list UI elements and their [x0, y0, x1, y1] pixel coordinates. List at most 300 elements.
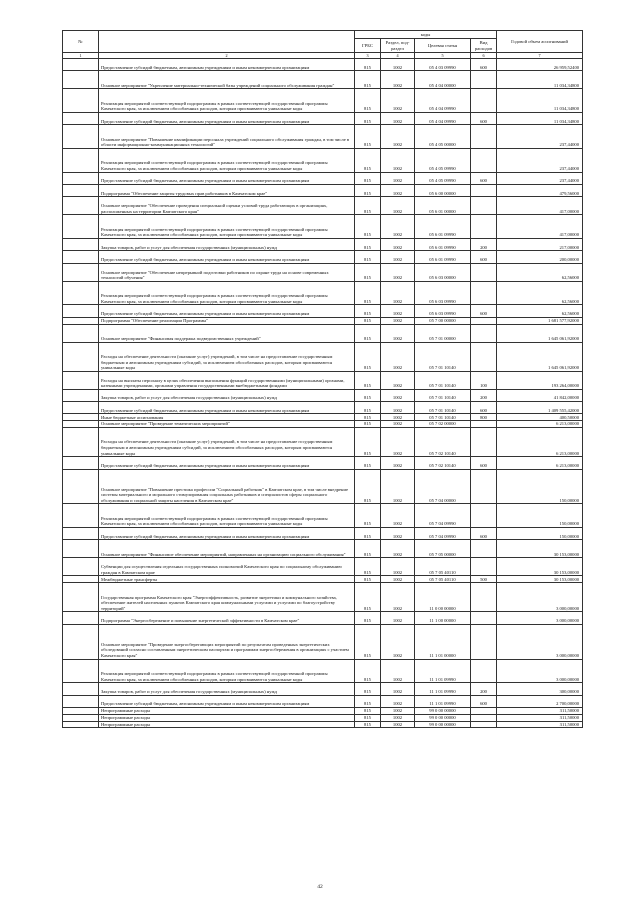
row-name-cell: Иные бюджетные ассигнования [99, 414, 355, 421]
table-row [63, 342, 583, 371]
table-row [63, 89, 583, 113]
row-section-cell: 1002 [381, 59, 415, 71]
row-number-cell [63, 197, 99, 215]
row-grbs-cell: 815 [355, 324, 381, 342]
row-exp-cell: 200 [471, 238, 497, 250]
row-section-cell: 1002 [381, 402, 415, 414]
row-amount-cell: 417,00000 [497, 215, 583, 239]
row-amount-cell: 11 034,34800 [497, 71, 583, 89]
row-name-cell: Реализация мероприятий соответствующей подпрограммы в рамках соответствующей государственной программы Камчатского края, за исключением обособленных расходов, которым присваиваются уникальные коды [99, 659, 355, 683]
row-number-cell [63, 59, 99, 71]
codes-group-header: коды [355, 31, 497, 39]
row-number-cell [63, 540, 99, 558]
row-name-cell: Предоставление субсидий бюджетным, автономным учреждениям и иным некоммерческим организациям [99, 305, 355, 317]
table-row [63, 281, 583, 305]
row-section-cell: 1002 [381, 251, 415, 263]
row-exp-cell [471, 504, 497, 528]
row-section-cell: 1002 [381, 421, 415, 428]
row-amount-cell: 30 153,00000 [497, 576, 583, 583]
row-name-cell: Основное мероприятие "Обеспечение непрерывной подготовки работников по охране труда на основе современных технологий обучения" [99, 263, 355, 281]
row-grbs-cell: 815 [355, 558, 381, 576]
row-name-cell: Межбюджетные трансферты [99, 576, 355, 583]
row-number-cell [63, 324, 99, 342]
row-exp-cell [471, 469, 497, 504]
row-number-cell [63, 469, 99, 504]
table-row [63, 389, 583, 401]
row-target-cell: 05 4 05 09990 [415, 148, 471, 172]
row-name-cell: Предоставление субсидий бюджетным, автономным учреждениям и иным некоммерческим организациям [99, 457, 355, 469]
row-exp-cell: 500 [471, 576, 497, 583]
row-exp-cell: 600 [471, 251, 497, 263]
row-exp-cell [471, 125, 497, 149]
row-name-cell: Непрограммные расходы [99, 721, 355, 728]
row-number-cell [63, 251, 99, 263]
row-target-cell: 05 6 03 09990 [415, 281, 471, 305]
row-amount-cell: 30 153,00000 [497, 540, 583, 558]
table-row [63, 305, 583, 317]
row-exp-cell [471, 148, 497, 172]
row-section-cell: 1002 [381, 389, 415, 401]
row-amount-cell: 41 842,00000 [497, 389, 583, 401]
row-grbs-cell: 815 [355, 112, 381, 124]
row-amount-cell: 3 000,00000 [497, 624, 583, 659]
row-section-cell: 1002 [381, 148, 415, 172]
table-row [63, 197, 583, 215]
row-amount-cell: 311,50000 [497, 721, 583, 728]
row-number-cell [63, 317, 99, 324]
row-amount-cell: 200,00000 [497, 251, 583, 263]
row-grbs-cell: 815 [355, 714, 381, 721]
row-exp-cell: 600 [471, 528, 497, 540]
row-target-cell: 05 6 01 09990 [415, 251, 471, 263]
row-target-cell: 11 1 01 09990 [415, 683, 471, 695]
row-target-cell: 05 7 05 40110 [415, 576, 471, 583]
row-section-cell: 1002 [381, 540, 415, 558]
row-grbs-cell: 815 [355, 89, 381, 113]
row-number-cell [63, 71, 99, 89]
row-amount-cell: 6 213,00000 [497, 421, 583, 428]
row-section-cell: 1002 [381, 197, 415, 215]
row-grbs-cell: 815 [355, 263, 381, 281]
row-target-cell: 99 0 00 00000 [415, 707, 471, 714]
row-target-cell: 05 7 04 00000 [415, 469, 471, 504]
row-amount-cell: 311,50000 [497, 707, 583, 714]
row-section-cell: 1002 [381, 317, 415, 324]
row-amount-cell: 62,56000 [497, 305, 583, 317]
row-target-cell: 05 7 02 00000 [415, 421, 471, 428]
row-number-cell [63, 125, 99, 149]
row-target-cell: 05 7 01 10140 [415, 389, 471, 401]
row-amount-cell: 150,00000 [497, 469, 583, 504]
row-target-cell: 05 7 01 00000 [415, 324, 471, 342]
row-name-cell: Непрограммные расходы [99, 714, 355, 721]
table-row [63, 414, 583, 421]
row-exp-cell [471, 428, 497, 457]
column-index-cell: 6 [471, 53, 497, 59]
row-number-cell [63, 112, 99, 124]
table-row [63, 112, 583, 124]
row-amount-cell: 26 959,52400 [497, 59, 583, 71]
row-exp-cell [471, 707, 497, 714]
row-name-cell: Предоставление субсидий бюджетным, автономным учреждениям и иным некоммерческим организациям [99, 172, 355, 184]
row-target-cell: 05 7 01 10140 [415, 371, 471, 389]
row-grbs-cell: 815 [355, 540, 381, 558]
row-exp-cell [471, 184, 497, 196]
table-row [63, 428, 583, 457]
row-exp-cell [471, 215, 497, 239]
row-target-cell: 05 4 04 09990 [415, 89, 471, 113]
row-amount-cell: 479,56000 [497, 184, 583, 196]
row-amount-cell: 400,50000 [497, 414, 583, 421]
row-exp-cell: 600 [471, 172, 497, 184]
row-number-cell [63, 184, 99, 196]
row-exp-cell [471, 583, 497, 612]
row-name-cell: Подпрограмма "Обеспечение защиты трудовых прав работников в Камчатском крае" [99, 184, 355, 196]
table-row [63, 457, 583, 469]
row-number-cell [63, 583, 99, 612]
col-target-header: Целевая статья [415, 39, 471, 53]
row-amount-cell: 6 213,00000 [497, 428, 583, 457]
row-exp-cell: 600 [471, 457, 497, 469]
row-name-cell: Закупка товаров, работ и услуг для обеспечения государственных (муниципальных) нужд [99, 683, 355, 695]
row-grbs-cell: 815 [355, 184, 381, 196]
row-number-cell [63, 558, 99, 576]
row-name-cell: Реализация мероприятий соответствующей подпрограммы в рамках соответствующей государственной программы Камчатского края, за исключением обособленных расходов, которым присваиваются уникальные коды [99, 504, 355, 528]
row-section-cell: 1002 [381, 583, 415, 612]
col-name-header [99, 31, 355, 53]
row-name-cell: Предоставление субсидий бюджетным, автономным учреждениям и иным некоммерческим организациям [99, 251, 355, 263]
column-index-cell: 2 [99, 53, 355, 59]
row-grbs-cell: 815 [355, 707, 381, 714]
row-name-cell: Субвенции для осуществления отдельных государственных полномочий Камчатского края по социальному обслуживанию граждан в Камчатском крае [99, 558, 355, 576]
row-number-cell [63, 695, 99, 707]
row-exp-cell [471, 612, 497, 624]
row-grbs-cell: 815 [355, 371, 381, 389]
row-section-cell: 1002 [381, 659, 415, 683]
row-name-cell: Реализация мероприятий соответствующей подпрограммы в рамках соответствующей государственной программы Камчатского края, за исключением обособленных расходов, которым присваиваются уникальные коды [99, 281, 355, 305]
row-grbs-cell: 815 [355, 683, 381, 695]
row-amount-cell: 217,00000 [497, 238, 583, 250]
budget-table-page [62, 30, 582, 728]
table-row [63, 148, 583, 172]
table-row [63, 184, 583, 196]
row-number-cell [63, 683, 99, 695]
row-name-cell: Расходы на обеспечение деятельности (оказание услуг) учреждений, в том числе на предоставление государственным бюджетным и автономным учреждениям субсидий, за исключением обособленных расходов, которым присваиваются уникальные коды [99, 428, 355, 457]
row-amount-cell: 11 034,34800 [497, 112, 583, 124]
row-target-cell: 11 0 00 00000 [415, 583, 471, 612]
table-row [63, 251, 583, 263]
row-section-cell: 1002 [381, 215, 415, 239]
row-name-cell: Расходы на обеспечение деятельности (оказание услуг) учреждений, в том числе на предоставление государственным бюджетным и автономным учреждениям субсидий, за исключением обособленных расходов, которым присваиваются уникальные коды [99, 342, 355, 371]
row-amount-cell: 150,00000 [497, 528, 583, 540]
row-amount-cell: 1 645 061,92000 [497, 342, 583, 371]
row-name-cell: Реализация мероприятий соответствующей подпрограммы в рамках соответствующей государственной программы Камчатского края, за исключением обособленных расходов, которым присваиваются уникальные коды [99, 215, 355, 239]
row-grbs-cell: 815 [355, 504, 381, 528]
row-number-cell [63, 707, 99, 714]
row-exp-cell [471, 89, 497, 113]
row-section-cell: 1002 [381, 71, 415, 89]
row-name-cell: Непрограммные расходы [99, 707, 355, 714]
row-exp-cell: 600 [471, 695, 497, 707]
table-row [63, 59, 583, 71]
row-name-cell: Основное мероприятие "Повышение престижа профессии "Социальный работник" в Камчатском крае, в том числе внедрение системы материального и морального стимулирования социальных работников и специалистов сферы социального обслуживания и социальной защиты населения в Камчатском крае" [99, 469, 355, 504]
row-exp-cell: 100 [471, 371, 497, 389]
col-amount-header: Годовой объем ассигнований [497, 31, 583, 53]
row-target-cell: 05 7 01 10140 [415, 342, 471, 371]
row-amount-cell: 11 034,34800 [497, 89, 583, 113]
table-row [63, 714, 583, 721]
row-grbs-cell: 815 [355, 469, 381, 504]
row-section-cell: 1002 [381, 324, 415, 342]
table-row [63, 402, 583, 414]
row-target-cell: 05 4 04 09990 [415, 112, 471, 124]
row-section-cell: 1002 [381, 428, 415, 457]
row-exp-cell [471, 421, 497, 428]
row-amount-cell: 6 213,00000 [497, 457, 583, 469]
row-target-cell: 05 6 01 00000 [415, 197, 471, 215]
row-target-cell: 05 6 01 09990 [415, 238, 471, 250]
row-name-cell: Подпрограмма "Энергосбережение и повышение энергетической эффективности в Камчатском крае" [99, 612, 355, 624]
row-name-cell: Реализация мероприятий соответствующей подпрограммы в рамках соответствующей государственной программы Камчатского края, за исключением обособленных расходов, которым присваиваются уникальные коды [99, 148, 355, 172]
col-section-header: Раздел, под-раздел [381, 39, 415, 53]
row-target-cell: 05 7 00 00000 [415, 317, 471, 324]
row-target-cell: 11 1 01 09990 [415, 695, 471, 707]
row-number-cell [63, 428, 99, 457]
row-section-cell: 1002 [381, 172, 415, 184]
col-number-header: № [63, 31, 99, 53]
row-target-cell: 05 7 04 09990 [415, 528, 471, 540]
row-grbs-cell: 815 [355, 251, 381, 263]
row-exp-cell [471, 324, 497, 342]
table-row [63, 540, 583, 558]
row-grbs-cell: 815 [355, 457, 381, 469]
row-grbs-cell: 815 [355, 281, 381, 305]
row-grbs-cell: 815 [355, 583, 381, 612]
row-section-cell: 1002 [381, 112, 415, 124]
table-row [63, 238, 583, 250]
row-section-cell: 1002 [381, 305, 415, 317]
row-grbs-cell: 815 [355, 172, 381, 184]
column-index-cell: 3 [355, 53, 381, 59]
row-section-cell: 1002 [381, 576, 415, 583]
row-grbs-cell: 815 [355, 612, 381, 624]
row-grbs-cell: 815 [355, 659, 381, 683]
row-amount-cell: 3 000,00000 [497, 583, 583, 612]
row-grbs-cell: 815 [355, 238, 381, 250]
row-name-cell: Реализация мероприятий соответствующей подпрограммы в рамках соответствующей государственной программы Камчатского края, за исключением обособленных расходов, которым присваиваются уникальные коды [99, 89, 355, 113]
row-target-cell: 05 7 02 10140 [415, 457, 471, 469]
row-exp-cell: 600 [471, 305, 497, 317]
row-name-cell: Основное мероприятие "Проведение энергосберегающих мероприятий по результатам проведенных энергетических обследований согласно составленным энергетическим паспортам и программам энергосбережения в организациях с участием Камчатского края" [99, 624, 355, 659]
row-section-cell: 1002 [381, 612, 415, 624]
row-exp-cell [471, 281, 497, 305]
row-grbs-cell: 815 [355, 402, 381, 414]
row-amount-cell: 62,56000 [497, 263, 583, 281]
table-row [63, 125, 583, 149]
row-target-cell: 11 1 01 09990 [415, 659, 471, 683]
row-name-cell: Расходы на выплаты персоналу в целях обеспечения выполнения функций государственными (муниципальными) органами, казенными учреждениями, органами управления государственными внебюджетными фондами [99, 371, 355, 389]
row-number-cell [63, 238, 99, 250]
row-amount-cell: 237,44000 [497, 148, 583, 172]
table-row [63, 324, 583, 342]
row-exp-cell [471, 197, 497, 215]
table-row [63, 317, 583, 324]
row-section-cell: 1002 [381, 184, 415, 196]
row-section-cell: 1002 [381, 125, 415, 149]
row-target-cell: 05 6 03 09990 [415, 305, 471, 317]
row-section-cell: 1002 [381, 89, 415, 113]
row-target-cell: 05 6 01 09990 [415, 215, 471, 239]
row-amount-cell: 237,44000 [497, 172, 583, 184]
row-target-cell: 05 7 01 10140 [415, 414, 471, 421]
row-name-cell: Предоставление субсидий бюджетным, автономным учреждениям и иным некоммерческим организациям [99, 528, 355, 540]
row-name-cell: Предоставление субсидий бюджетным, автономным учреждениям и иным некоммерческим организациям [99, 112, 355, 124]
row-amount-cell: 193 264,00000 [497, 371, 583, 389]
row-exp-cell [471, 342, 497, 371]
row-grbs-cell: 815 [355, 421, 381, 428]
row-target-cell: 05 7 05 00000 [415, 540, 471, 558]
row-name-cell: Закупка товаров, работ и услуг для обеспечения государственных (муниципальных) нужд [99, 238, 355, 250]
row-target-cell: 05 4 03 09990 [415, 59, 471, 71]
row-grbs-cell: 815 [355, 342, 381, 371]
table-row [63, 215, 583, 239]
column-index-cell: 1 [63, 53, 99, 59]
table-row [63, 504, 583, 528]
row-target-cell: 05 6 03 00000 [415, 263, 471, 281]
row-section-cell: 1002 [381, 371, 415, 389]
table-row [63, 71, 583, 89]
row-number-cell [63, 305, 99, 317]
row-number-cell [63, 371, 99, 389]
row-grbs-cell: 815 [355, 71, 381, 89]
row-amount-cell: 417,00000 [497, 197, 583, 215]
row-exp-cell [471, 624, 497, 659]
row-name-cell: Основное мероприятие "Проведение тематических мероприятий" [99, 421, 355, 428]
row-target-cell: 99 0 00 00000 [415, 721, 471, 728]
row-section-cell: 1002 [381, 695, 415, 707]
row-section-cell: 1002 [381, 281, 415, 305]
row-number-cell [63, 612, 99, 624]
row-number-cell [63, 528, 99, 540]
row-amount-cell: 62,56000 [497, 281, 583, 305]
table-row [63, 721, 583, 728]
row-grbs-cell: 815 [355, 317, 381, 324]
row-grbs-cell: 815 [355, 59, 381, 71]
row-exp-cell [471, 714, 497, 721]
row-number-cell [63, 624, 99, 659]
row-grbs-cell: 815 [355, 624, 381, 659]
row-name-cell: Предоставление субсидий бюджетным, автономным учреждениям и иным некоммерческим организациям [99, 402, 355, 414]
row-number-cell [63, 659, 99, 683]
row-section-cell: 1002 [381, 238, 415, 250]
row-grbs-cell: 815 [355, 528, 381, 540]
row-name-cell: Предоставление субсидий бюджетным, автономным учреждениям и иным некоммерческим организациям [99, 695, 355, 707]
row-section-cell: 1002 [381, 414, 415, 421]
row-amount-cell: 300,00000 [497, 683, 583, 695]
row-amount-cell: 150,00000 [497, 504, 583, 528]
table-row [63, 528, 583, 540]
row-exp-cell: 200 [471, 389, 497, 401]
row-number-cell [63, 215, 99, 239]
row-target-cell: 05 4 04 00000 [415, 71, 471, 89]
row-section-cell: 1002 [381, 707, 415, 714]
table-row [63, 371, 583, 389]
row-number-cell [63, 576, 99, 583]
row-number-cell [63, 389, 99, 401]
row-number-cell [63, 89, 99, 113]
row-amount-cell: 237,44000 [497, 125, 583, 149]
col-exp-header: Вид расходов [471, 39, 497, 53]
row-section-cell: 1002 [381, 342, 415, 371]
row-exp-cell [471, 317, 497, 324]
table-row [63, 583, 583, 612]
row-number-cell [63, 721, 99, 728]
row-name-cell: Основное мероприятие "Укрепление материально-технической базы учреждений социального обслуживания граждан" [99, 71, 355, 89]
row-grbs-cell: 815 [355, 414, 381, 421]
row-section-cell: 1002 [381, 504, 415, 528]
table-row [63, 576, 583, 583]
row-grbs-cell: 815 [355, 125, 381, 149]
row-section-cell: 1002 [381, 558, 415, 576]
row-section-cell: 1002 [381, 469, 415, 504]
table-body [63, 59, 583, 728]
row-name-cell: Государственная программа Камчатского края "Энергоэффективность, развитие энергетики и коммунального хозяйства, обеспечение жителей населенных пунктов Камчатского края коммунальными услугами и услугами по благоустройству территорий" [99, 583, 355, 612]
row-grbs-cell: 815 [355, 215, 381, 239]
row-name-cell: Основное мероприятие "Повышение квалификации персонала учреждений социального обслуживания граждан, в том числе в области информационно-коммуникационных технологий" [99, 125, 355, 149]
row-section-cell: 1002 [381, 683, 415, 695]
row-target-cell: 05 4 05 09990 [415, 172, 471, 184]
row-target-cell: 11 1 00 00000 [415, 612, 471, 624]
column-index-cell: 7 [497, 53, 583, 59]
row-amount-cell: 3 000,00000 [497, 612, 583, 624]
row-section-cell: 1002 [381, 721, 415, 728]
row-exp-cell: 800 [471, 414, 497, 421]
row-number-cell [63, 504, 99, 528]
row-target-cell: 05 7 04 09990 [415, 504, 471, 528]
table-row [63, 469, 583, 504]
row-amount-cell: 1 409 555,42000 [497, 402, 583, 414]
row-amount-cell: 1 645 061,92000 [497, 324, 583, 342]
row-exp-cell [471, 540, 497, 558]
row-target-cell: 05 7 02 10140 [415, 428, 471, 457]
row-amount-cell: 1 681 577,92000 [497, 317, 583, 324]
row-exp-cell [471, 71, 497, 89]
budget-table [62, 30, 583, 728]
table-row [63, 612, 583, 624]
table-row [63, 624, 583, 659]
table-row [63, 695, 583, 707]
row-exp-cell: 600 [471, 112, 497, 124]
row-number-cell [63, 714, 99, 721]
row-target-cell: 11 1 01 00000 [415, 624, 471, 659]
row-section-cell: 1002 [381, 263, 415, 281]
row-grbs-cell: 815 [355, 305, 381, 317]
table-row [63, 558, 583, 576]
row-name-cell: Закупка товаров, работ и услуг для обеспечения государственных (муниципальных) нужд [99, 389, 355, 401]
row-grbs-cell: 815 [355, 428, 381, 457]
row-number-cell [63, 421, 99, 428]
page-number: 42 [317, 884, 323, 890]
row-target-cell: 05 6 00 00000 [415, 184, 471, 196]
row-grbs-cell: 815 [355, 197, 381, 215]
row-exp-cell [471, 263, 497, 281]
row-exp-cell [471, 659, 497, 683]
row-name-cell: Предоставление субсидий бюджетным, автономным учреждениям и иным некоммерческим организациям [99, 59, 355, 71]
col-grbs-header: ГРБС [355, 39, 381, 53]
row-exp-cell: 600 [471, 402, 497, 414]
row-name-cell: Основное мероприятие "Финансовое обеспечение мероприятий, направленных на организацию социального обслуживания" [99, 540, 355, 558]
row-exp-cell: 200 [471, 683, 497, 695]
